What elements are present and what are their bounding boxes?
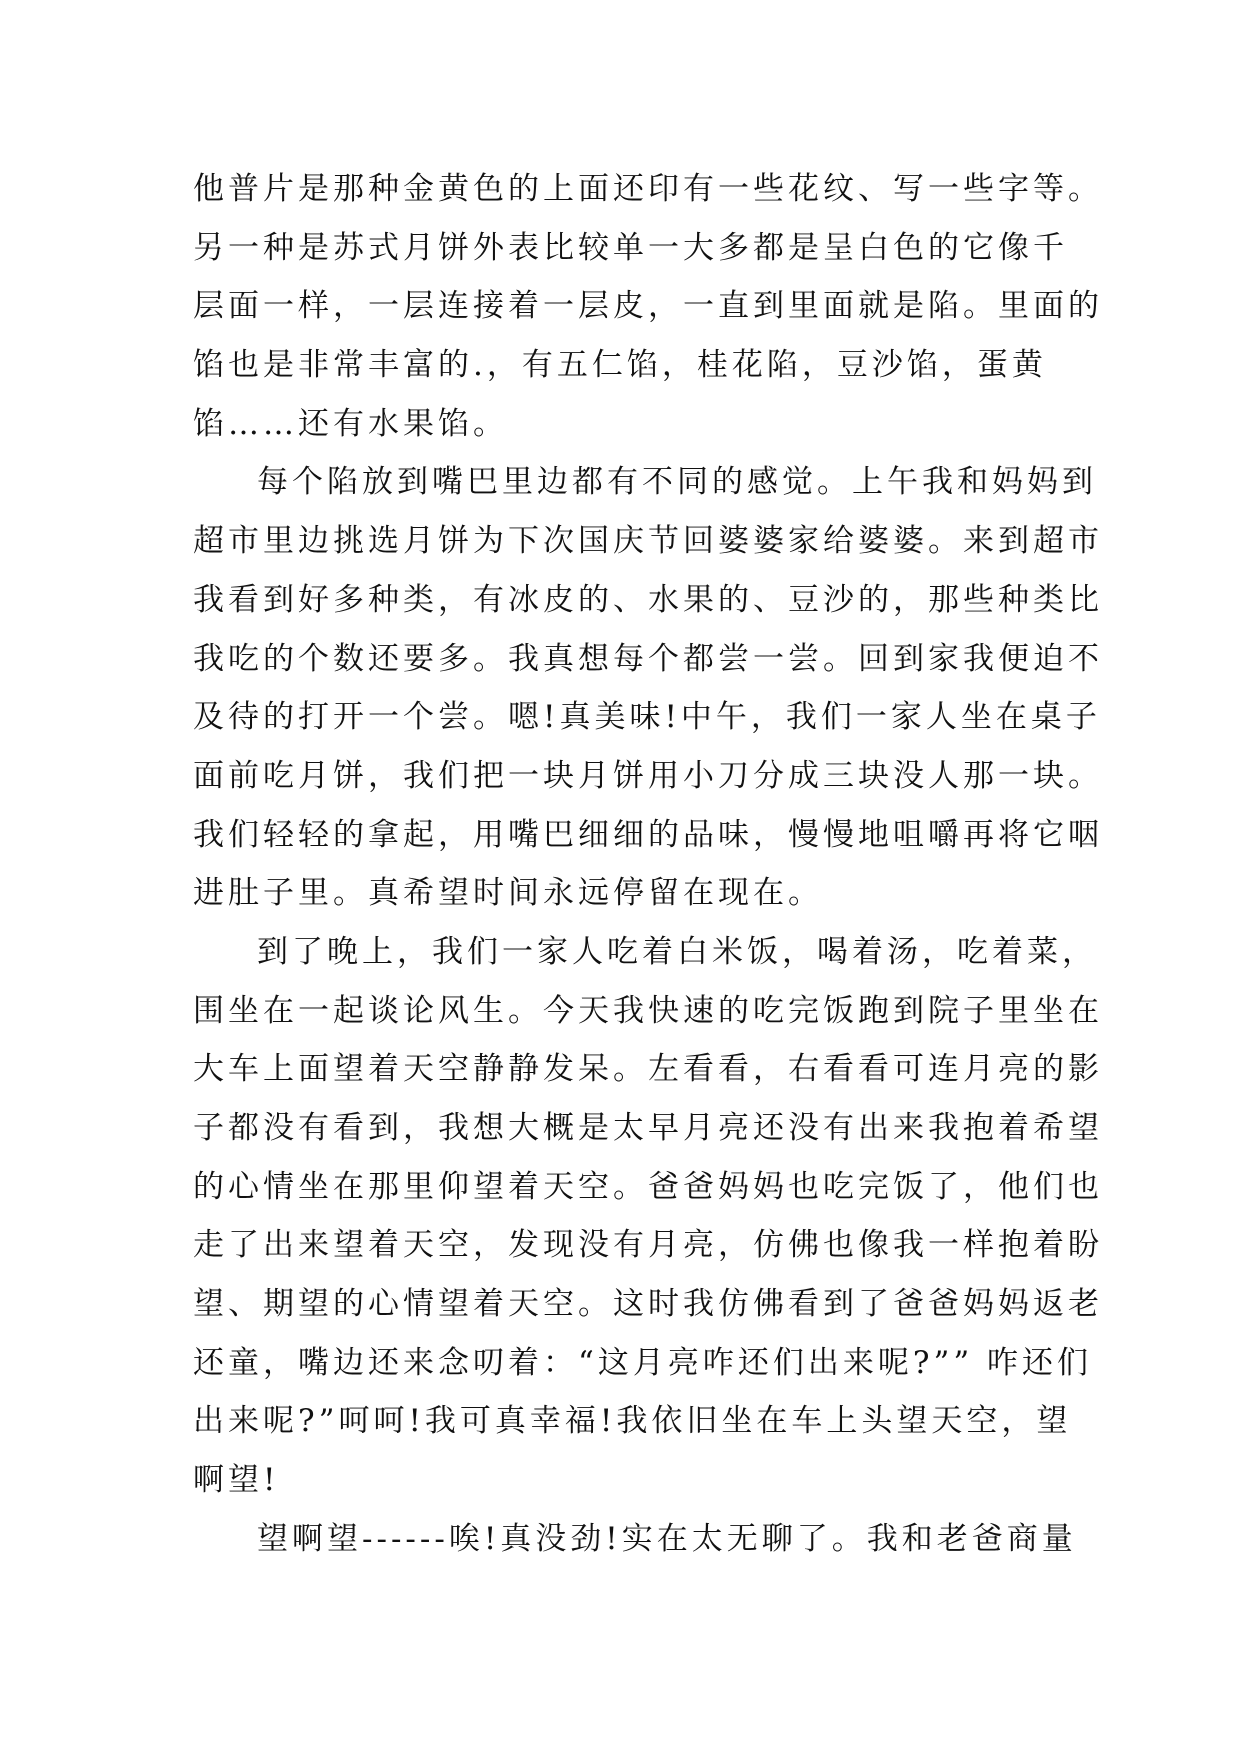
text-line: 望、期望的心情望着天空。这时我仿佛看到了爸爸妈妈返老 (193, 1286, 1103, 1323)
text-line: 大车上面望着天空静静发呆。左看看，右看看可连月亮的影 (193, 1051, 1103, 1088)
text-line: 我们轻轻的拿起，用嘴巴细细的品味，慢慢地咀嚼再将它咽 (193, 816, 1103, 853)
text-line: 望啊望------唉!真没劲!实在太无聊了。我和老爸商量 (257, 1520, 1077, 1557)
text-line: 面前吃月饼，我们把一块月饼用小刀分成三块没人那一块。 (193, 757, 1103, 794)
body-text (193, 160, 1103, 1569)
text-line: 超市里边挑选月饼为下次国庆节回婆婆家给婆婆。来到超市 (193, 523, 1103, 560)
text-line: 啊望! (193, 1462, 280, 1499)
text-line: 到了晚上，我们一家人吃着白米饭，喝着汤，吃着菜， (257, 933, 1097, 970)
text-line: 子都没有看到，我想大概是太早月亮还没有出来我抱着希望 (193, 1110, 1103, 1146)
text-line: 我吃的个数还要多。我真想每个都尝一尝。回到家我便迫不 (193, 640, 1103, 677)
text-line: 另一种是苏式月饼外表比较单一大多都是呈白色的它像千 (193, 229, 1068, 266)
text-line: 及待的打开一个尝。嗯!真美味!中午，我们一家人坐在桌子 (193, 699, 1101, 736)
text-line: 每个陷放到嘴巴里边都有不同的感觉。上午我和妈妈到 (257, 464, 1097, 501)
text-line: 他普片是那种金黄色的上面还印有一些花纹、写一些字等。 (193, 171, 1103, 207)
text-line: 围坐在一起谈论风生。今天我快速的吃完饭跑到院子里坐在 (193, 992, 1103, 1029)
text-line: 馅……还有水果馅。 (193, 405, 508, 442)
text-line: 的心情坐在那里仰望着天空。爸爸妈妈也吃完饭了，他们也 (193, 1168, 1103, 1205)
text-line: 进肚子里。真希望时间永远停留在现在。 (193, 875, 823, 912)
text-line: 我看到好多种类，有冰皮的、水果的、豆沙的，那些种类比 (193, 581, 1103, 618)
text-line: 还童，嘴边还来念叨着：“这月亮咋还们出来呢?”” 咋还们 (193, 1344, 1093, 1381)
text-line: 馅也是非常丰富的.，有五仁馅，桂花陷，豆沙馅，蛋黄 (193, 347, 1047, 384)
text-line: 层面一样，一层连接着一层皮，一直到里面就是陷。里面的 (193, 288, 1103, 325)
text-line: 走了出来望着天空，发现没有月亮，仿佛也像我一样抱着盼 (193, 1227, 1103, 1264)
text-line: 出来呢?”呵呵!我可真幸福!我依旧坐在车上头望天空，望 (193, 1403, 1072, 1440)
